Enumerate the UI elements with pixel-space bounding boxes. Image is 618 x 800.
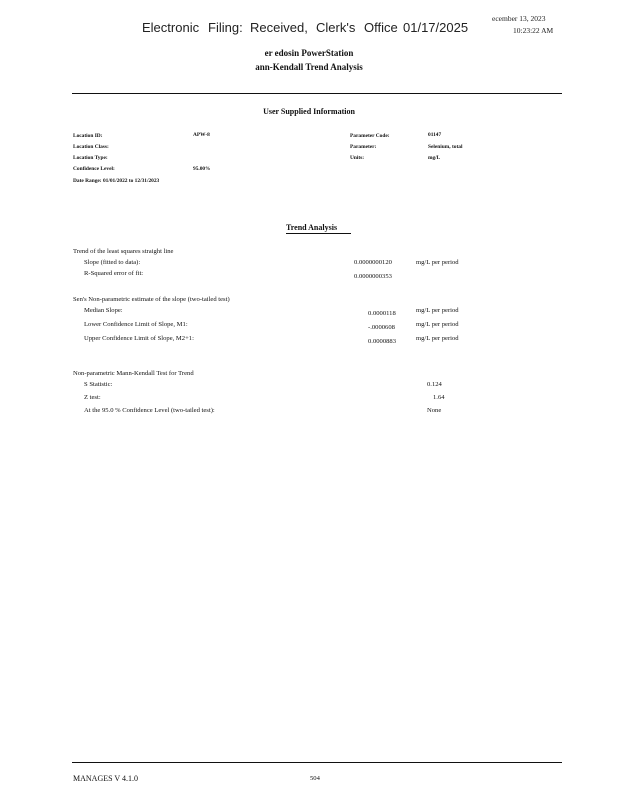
lsq-section-title: Trend of the least squares straight line	[73, 248, 174, 255]
s-statistic-value: 0.124	[427, 381, 442, 388]
filing-stamp-office: Office	[364, 20, 398, 35]
median-slope-label: Median Slope:	[84, 307, 123, 314]
parameter-value: Selenium, total	[428, 144, 463, 150]
confidence-level-value: 95.00%	[193, 166, 211, 172]
header-rule	[72, 93, 562, 94]
confidence-result-label: At the 95.0 % Confidence Level (two-tailed test):	[84, 407, 215, 414]
location-id-label: Location ID:	[73, 133, 103, 139]
filing-stamp-clerks: Clerk's	[316, 20, 356, 35]
location-id-value: APW-8	[193, 132, 210, 138]
page-number: 504	[310, 775, 320, 782]
units-label: Units:	[350, 155, 365, 161]
upper-confidence-value: 0.0000883	[368, 338, 397, 345]
lower-confidence-label: Lower Confidence Limit of Slope, M1:	[84, 321, 188, 328]
upper-confidence-label: Upper Confidence Limit of Slope, M2+1:	[84, 335, 194, 342]
report-title-station: er edosin PowerStation	[264, 48, 354, 58]
confidence-level-label: Confidence Level:	[73, 166, 115, 172]
z-test-value: 1.64	[433, 394, 445, 401]
location-class-label: Location Class:	[73, 144, 109, 150]
r-squared-value: 0.0000000353	[354, 273, 392, 280]
median-slope-units: mg/L per period	[416, 307, 459, 314]
upper-confidence-units: mg/L per period	[416, 335, 459, 342]
lower-confidence-value: -.0000608	[368, 324, 395, 331]
sen-section-title: Sen's Non-parametric estimate of the slope (two-tailed test)	[73, 296, 230, 303]
median-slope-value: 0.0000118	[368, 310, 396, 317]
footer-rule	[72, 762, 562, 763]
parameter-code-value: 01147	[428, 132, 442, 138]
user-info-heading: User Supplied Information	[263, 107, 355, 116]
slope-units: mg/L per period	[416, 259, 459, 266]
units-value: mg/L	[428, 155, 441, 161]
filing-stamp-electronic: Electronic	[142, 20, 200, 35]
filing-stamp-filing: Filing:	[208, 20, 243, 35]
z-test-label: Z test:	[84, 394, 101, 401]
parameter-label: Parameter:	[350, 144, 377, 150]
parameter-code-label: Parameter Code:	[350, 133, 390, 139]
report-title-analysis: ann-Kendall Trend Analysis	[255, 62, 363, 72]
lower-confidence-units: mg/L per period	[416, 321, 459, 328]
software-version: MANAGES V 4.1.0	[73, 774, 139, 783]
date-range: Date Range: 01/01/2022 to 12/31/2023	[73, 178, 160, 184]
trend-analysis-heading: Trend Analysis	[286, 223, 351, 234]
s-statistic-label: S Statistic:	[84, 381, 113, 388]
slope-value: 0.0000000120	[354, 259, 392, 266]
mann-kendall-section-title: Non-parametric Mann-Kendall Test for Trend	[73, 370, 194, 377]
report-time: 10:23:22 AM	[513, 26, 554, 35]
report-date: ecember 13, 2023	[492, 14, 546, 23]
confidence-result-value: None	[427, 407, 442, 414]
slope-label: Slope (fitted to data):	[84, 259, 141, 266]
location-type-label: Location Type:	[73, 155, 108, 161]
filing-stamp-received: Received,	[250, 20, 308, 35]
r-squared-label: R-Squared error of fit:	[84, 270, 144, 277]
filing-stamp-date: 01/17/2025	[403, 20, 469, 35]
